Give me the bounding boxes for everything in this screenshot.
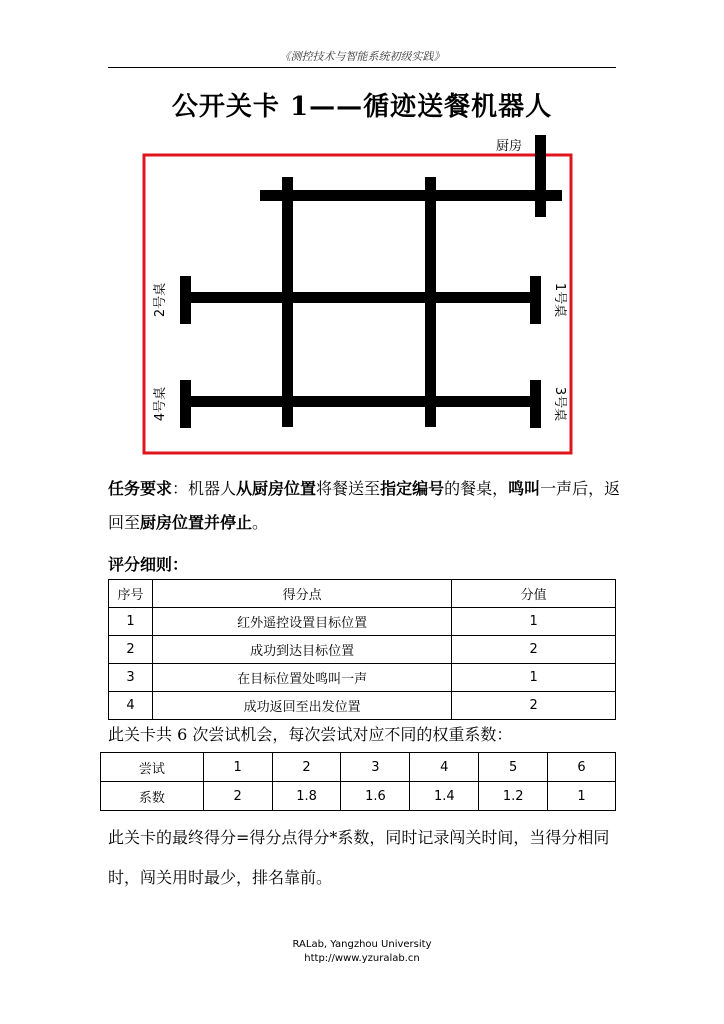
- footer-lab: RALab, Yangzhou University: [292, 939, 432, 950]
- table-row: 2 成功到达目标位置 2: [109, 636, 616, 664]
- track-top-horizontal: [260, 190, 562, 201]
- running-header: 《测控技术与智能系统初级实践》: [279, 50, 445, 63]
- track-bottom-horizontal: [181, 396, 540, 407]
- table2-stub: [180, 276, 191, 324]
- track-left-vertical: [282, 177, 293, 427]
- table-row: 尝试 1 2 3 4 5 6: [101, 753, 616, 782]
- track-right-vertical: [425, 177, 436, 427]
- attempts-intro: 此关卡共 6 次尝试机会，每次尝试对应不同的权重系数：: [108, 725, 513, 744]
- task-requirement: 任务要求：机器人从厨房位置将餐送至指定编号的餐桌，鸣叫一声后，返回至厨房位置并停止。: [108, 479, 621, 532]
- label-table4: 4号桌: [153, 386, 168, 422]
- table1-stub: [530, 276, 541, 324]
- table4-stub: [180, 380, 191, 428]
- label-table2: 2号桌: [153, 282, 168, 318]
- label-table1: 1号桌: [552, 282, 567, 318]
- final-score-rule: 此关卡的最终得分=得分点得分*系数，同时记录闯关时间，当得分相同时，闯关用时最少，排名靠前。: [108, 828, 610, 887]
- table-header-row: [109, 580, 616, 608]
- scoring-heading: 评分细则：: [108, 555, 189, 574]
- table-row: 1 红外遥控设置目标位置 1: [109, 608, 616, 636]
- track-map: [0, 0, 724, 470]
- footer-url[interactable]: http://www.yzuralab.cn: [304, 953, 420, 964]
- table-row: 4 成功返回至出发位置 2: [109, 692, 616, 720]
- label-kitchen: 厨房: [496, 139, 523, 154]
- task-label: 任务要求: [108, 479, 173, 498]
- track-lines: [180, 135, 562, 428]
- table-row: 系数 2 1.8 1.6 1.4 1.2 1: [101, 782, 616, 811]
- header-cell: 分值: [452, 580, 616, 608]
- header-cell: 得分点: [152, 580, 451, 608]
- track-middle-horizontal: [181, 292, 540, 303]
- table3-stub: [530, 380, 541, 428]
- header-cell: 序号: [109, 580, 153, 608]
- footer: [0, 938, 724, 966]
- page-title: 公开关卡 1——循迹送餐机器人: [171, 92, 553, 122]
- kitchen-stub: [535, 135, 546, 217]
- label-table3: 3号桌: [552, 386, 567, 422]
- table-row: 3 在目标位置处鸣叫一声 1: [109, 664, 616, 692]
- attempts-table: [100, 752, 616, 811]
- scoring-table: [108, 579, 616, 720]
